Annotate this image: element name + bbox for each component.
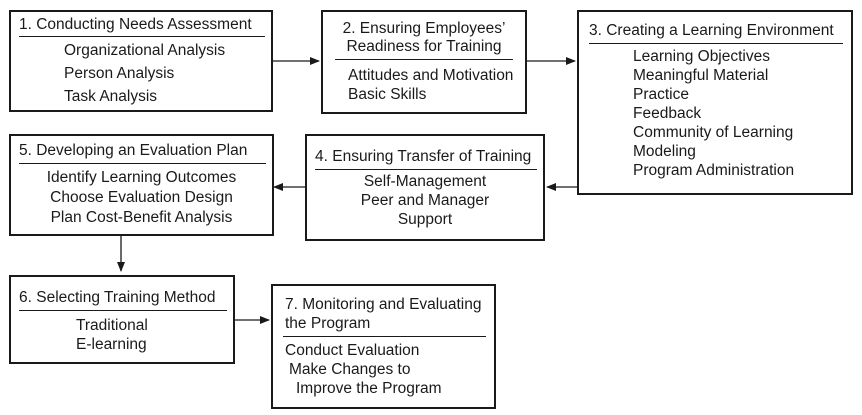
stage-2-box [321,10,527,114]
stage-3-box [577,10,853,195]
stage-1-item: Person Analysis [64,65,175,82]
stage-6-title: 6. Selecting Training Method [19,289,216,306]
stage-1-rule [19,36,265,37]
stage-2-item: Basic Skills [348,86,427,103]
stage-3-item: Modeling [633,143,696,160]
stage-2-title-line-1: 2. Ensuring Employees’ [342,20,506,37]
stage-6-item: E-learning [76,336,147,353]
stage-7-rule [283,336,486,337]
stage-7-title-line-2: the Program [285,315,371,332]
stage-2-rule [335,59,513,60]
stage-7-box [271,284,496,409]
stage-3-item: Learning Objectives [633,48,770,65]
stage-7-title-line-1: 7. Monitoring and Evaluating [285,296,482,313]
stage-1-item: Task Analysis [64,88,158,105]
stage-1-item: Organizational Analysis [64,42,226,59]
stage-4-item: Self-Management [363,173,487,190]
stage-5-rule [19,163,266,164]
stage-1-box [9,10,273,112]
stage-3-item: Practice [633,86,689,103]
stage-5-item: Identify Learning Outcomes [46,169,237,186]
stage-3-item: Program Administration [633,162,795,179]
stage-3-item: Community of Learning [633,124,794,141]
stage-3-rule [589,43,843,44]
stage-7-item: Improve the Program [296,380,442,397]
stage-7-item: Make Changes to [289,361,411,378]
stage-5-title: 5. Developing an Evaluation Plan [19,142,248,159]
stage-6-box [9,275,235,364]
stage-1-title: 1. Conducting Needs Assessment [19,16,252,33]
stage-6-rule [19,310,227,311]
stage-4-box [305,134,545,241]
stage-5-box [9,134,274,236]
stage-6-item: Traditional [76,317,148,334]
stage-2-item: Attitudes and Motivation [348,67,514,84]
stage-4-rule [315,169,537,170]
stage-7-item: Conduct Evaluation [285,342,420,359]
stage-4-item: Peer and Manager [360,192,490,209]
stage-5-item: Plan Cost-Benefit Analysis [50,209,233,226]
stage-3-title: 3. Creating a Learning Environment [589,22,834,39]
stage-4-title: 4. Ensuring Transfer of Training [315,148,532,165]
stage-3-item: Meaningful Material [633,67,769,84]
stage-2-title-line-2: Readiness for Training [346,38,502,55]
stage-3-item: Feedback [633,105,702,122]
stage-5-item: Choose Evaluation Design [50,189,233,206]
stage-4-item: Support [397,211,453,228]
